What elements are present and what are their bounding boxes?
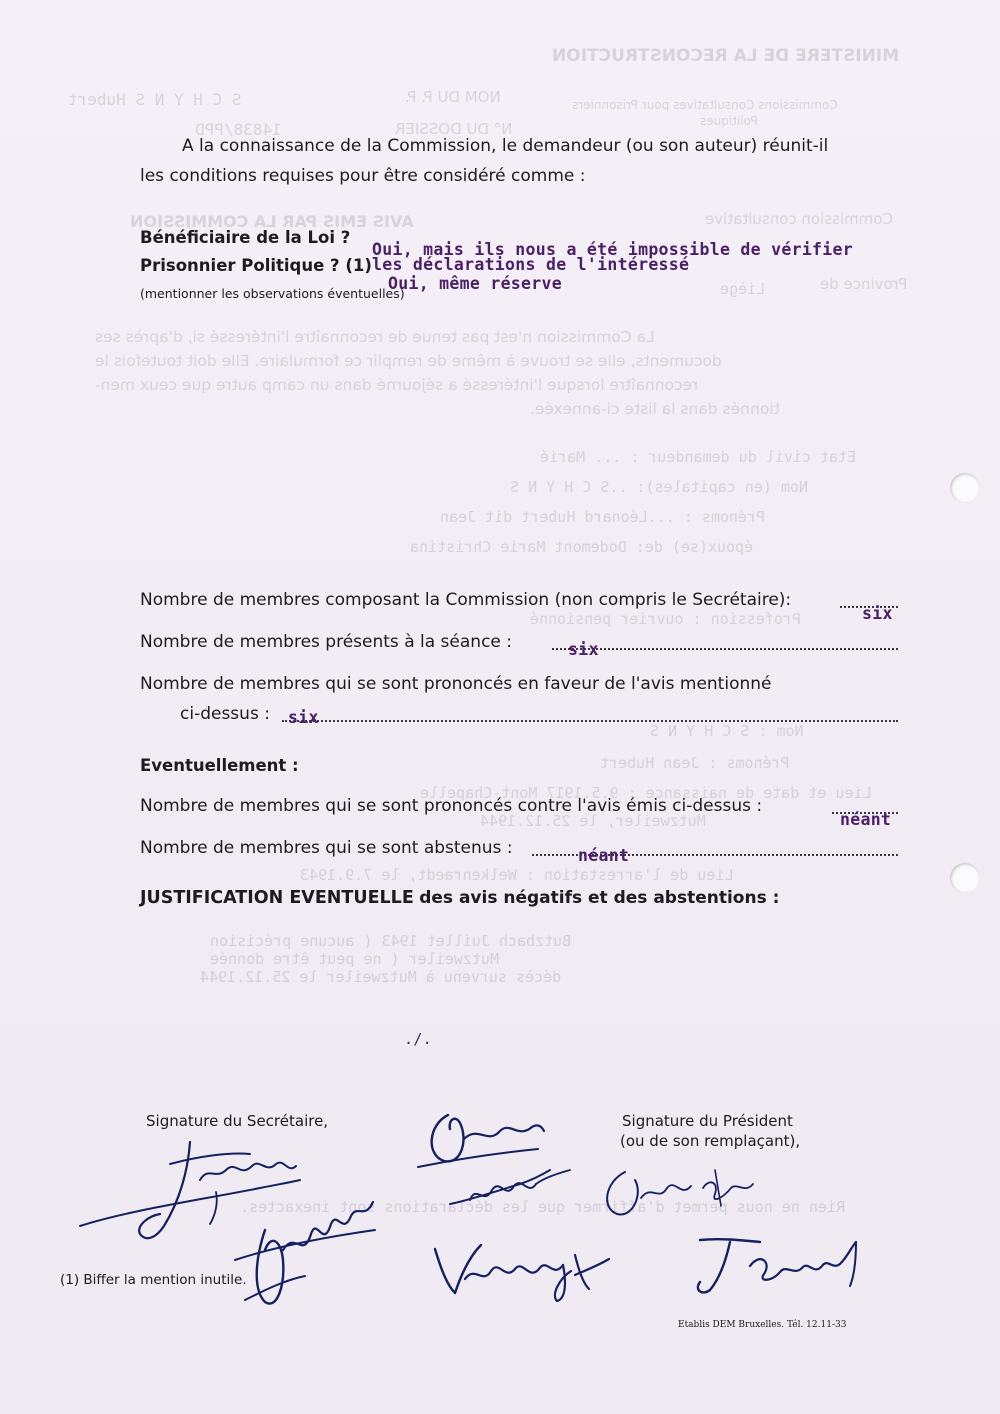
ghost-prenom2: Prénoms : Jean Hubert [600, 754, 790, 772]
presents-label: Nombre de membres présents à la séance : [140, 632, 512, 652]
ghost-para4: tionnés dans la liste ci-annexée. [530, 400, 780, 418]
intro-line-2: les conditions requises pour être considéré comme : [140, 166, 586, 186]
observations-note: (mentionner les observations éventuelles) [140, 286, 405, 301]
ghost-camps1: Butzbach Juillet 1943 ( aucune précision [210, 932, 572, 950]
intro-line-1: A la connaissance de la Commission, le demandeur (ou son auteur) réunit-il [182, 136, 829, 156]
signature-member-5 [425, 1235, 615, 1305]
ghost-avis: AVIS EMIS PAR LA COMMISSION [130, 212, 414, 231]
typed-end-mark: ./. [404, 1030, 432, 1048]
presents-dots [552, 648, 898, 650]
printer-imprint: Etablis DEM Bruxelles. Tél. 12.11-33 [678, 1320, 847, 1330]
ghost-dossier-value: 14838/PPD [195, 120, 282, 139]
ghost-deces: Mutzweiler, le 25.12.1944 [480, 812, 706, 830]
faveur-label-line-1: Nombre de membres qui se sont prononcés en faveur de l'avis mentionné [140, 674, 772, 694]
typed-membres-value: six [862, 604, 893, 623]
eventuellement-label: Eventuellement : [140, 756, 299, 775]
ghost-province-value: Liège [720, 280, 766, 298]
justification-title-bold: JUSTIFICATION EVENTUELLE [140, 888, 414, 908]
ghost-nom-value: S C H Y N S Hubert [68, 90, 242, 109]
signature-president-label-line-2: (ou de son remplaçant), [620, 1132, 801, 1150]
contre-label: Nombre de membres qui se sont prononcés contre l'avis émis ci-dessus : [140, 796, 763, 816]
ghost-para3: reconnaître lorsque l'intéressé a séjourné dans un camp autre que ceux men- [95, 376, 699, 394]
typed-contre-value: néant [840, 810, 892, 829]
ghost-nom: Nom (en capitales): ..S C H Y N S [510, 478, 809, 496]
typed-presents-value: six [568, 640, 599, 659]
punch-hole-bottom [950, 863, 980, 893]
punch-hole-top [950, 473, 980, 503]
ghost-lieu: Lieu et date de naissance : 9.5.1917 Mont-Chapelle [420, 784, 872, 802]
ghost-arrestation: Lieu de l'arrestation : Welkenraedt, le 7.9.1943 [300, 866, 734, 884]
faveur-dots [282, 720, 898, 722]
ghost-commission-line1: Commissions Consultatives pour Prisonniers [572, 98, 838, 112]
typed-beneficiaire-line-2: les déclarations de l'intéressé [372, 255, 690, 274]
ghost-ministry: MINISTERE DE LA RECONSTRUCTION [552, 46, 900, 66]
beneficiaire-label: Bénéficiaire de la Loi ? [140, 228, 351, 247]
membres-label: Nombre de membres composant la Commission (non compris le Secrétaire): [140, 590, 792, 610]
ghost-dossier: N° DU DOSSIER [395, 120, 513, 138]
typed-beneficiaire-line-1: Oui, mais ils nous a été impossible de vérifier [372, 240, 853, 259]
ghost-profession: Profession : ouvrier pensionné [530, 610, 801, 628]
signature-secretaire-label: Signature du Secrétaire, [146, 1112, 329, 1130]
ghost-nom-pp: NOM DU P. P. [405, 88, 501, 106]
justification-title-rest: des avis négatifs et des abstentions : [419, 888, 780, 908]
justification-title [140, 888, 779, 908]
ghost-camps2: Mutzweiler ( ne peut être donnée [210, 950, 499, 968]
signature-member-1 [225, 1190, 395, 1320]
ghost-commission-line2: Politiques [700, 114, 758, 128]
signature-member-4 [585, 1158, 775, 1228]
ghost-para1: La Commission n'est pas tenue de reconnaître l'intéressé si, d'après ses [95, 328, 655, 346]
ghost-epoux: époux(se) de: Dodemont Marie Christina [410, 538, 754, 556]
ghost-rien: Rien ne nous permet d'affirmer que les déclarations sont inexactes. [240, 1198, 846, 1216]
prisonnier-label: Prisonnier Politique ? (1) [140, 256, 372, 275]
typed-abstenus-value: néant [578, 846, 630, 865]
ghost-nom2: Nom : S C H Y N S [650, 722, 804, 740]
ghost-consult: Commission consultative [705, 210, 893, 228]
footnote: (1) Biffer la mention inutile. [60, 1272, 247, 1288]
abstenus-label: Nombre de membres qui se sont abstenus : [140, 838, 513, 858]
signature-president-label-line-1: Signature du Président [622, 1112, 793, 1130]
signature-president [680, 1230, 870, 1300]
typed-faveur-value: six [288, 708, 319, 727]
signature-member-3 [440, 1160, 590, 1220]
ghost-etat: Etat civil du demandeur : ... Marié [540, 448, 857, 466]
faveur-label-line-2: ci-dessus : [180, 704, 270, 724]
typed-prisonnier-value: Oui, même réserve [388, 274, 562, 293]
ghost-para2: documents, elle se trouve à même de remplir ce formulaire. Elle doit toutefois le [95, 352, 722, 370]
ghost-prenoms: Prénoms : ...Léonard Hubert dit Jean [440, 508, 766, 526]
ghost-province-label: Province de [820, 275, 908, 293]
ghost-camps3: décès survenu à Mutzweiler le 25.12.1944 [200, 968, 562, 986]
